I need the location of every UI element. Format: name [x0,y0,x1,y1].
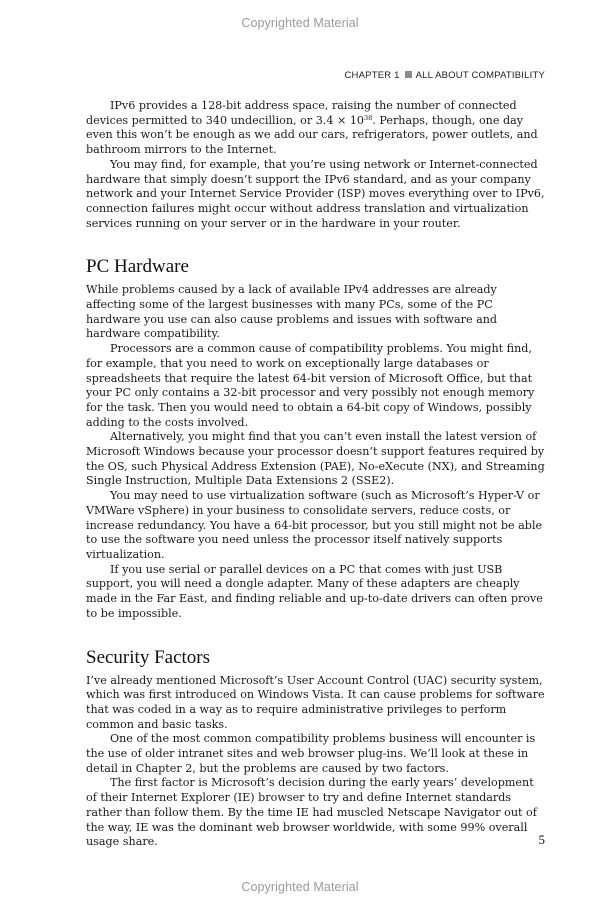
watermark-top: Copyrighted Material [241,16,359,30]
section-heading-pc-hardware: PC Hardware [86,256,189,278]
pc-paragraph-5: If you use serial or parallel devices on a PC that comes with just USB support, you will need a dongle adapter. Many of these adapters are cheaply made in the Far East, and finding reliable and up-to-date drivers can often prove to be impossible. [86,562,543,620]
security-paragraph-1: I’ve already mentioned Microsoft’s User Account Control (UAC) security system, which was first introduced on Windows Vista. It can cause problems for software that was coded in a way as to require administrative privileges to perform common and basic tasks. [86,673,545,731]
intro-p1-after: . Perhaps, though, one day even this won’t be enough as we add our cars, refrigerators, power outlets, and bathroom mirrors to the Internet. [86,113,538,157]
page-number: 5 [538,832,545,847]
pc-paragraph-3: Alternatively, you might find that you can’t even install the latest version of Microsoft Windows because your processor doesn’t support features required by the OS, such Physical Address Extension (PAE), No-eXecute (NX), and Streaming Single Instruction, Multiple Data Extensions 2 (SSE2). [86,430,545,488]
watermark-bottom: Copyrighted Material [241,880,359,894]
pc-paragraph-1: While problems caused by a lack of available IPv4 addresses are already affecting some of the largest businesses with many PCs, some of the PC hardware you use can also cause problems and issues with software and hardware compatibility. [86,283,498,341]
pc-paragraph-2: Processors are a common cause of compatibility problems. You might find, for example, that you need to work on exceptionally large databases or spreadsheets that require the latest 64-bit version of Microsoft Office, but that your PC only contains a 32-bit processor and very possibly not enough memory for the task. Then you would need to obtain a 64-bit copy of Windows, possibly adding to the costs involved. [86,342,535,429]
intro-p1-before: IPv6 provides a 128-bit address space, raising the number of connected devices permitted to 340 undecillion, or 3.4 × 10 [86,99,517,127]
intro-paragraph-2: You may find, for example, that you’re using network or Internet-connected hardware that simply doesn’t support the IPv6 standard, and as your company network and your Internet Service Provider (ISP) moves everything over to IPv6, connection failures might occur without address translation and virtualization services running on your server or in the hardware in your router. [86,157,545,230]
running-head-separator [405,71,412,78]
page-body [86,99,546,850]
running-head [345,70,546,81]
section-heading-security-factors: Security Factors [86,646,211,668]
running-head-title: ALL ABOUT COMPATIBILITY [415,70,545,81]
intro-paragraph-1 [86,99,546,158]
intro-p1-exponent: 38 [364,113,373,122]
running-head-chapter: CHAPTER 1 [344,70,400,81]
pc-paragraph-4: You may need to use virtualization software (such as Microsoft’s Hyper-V or VMWare vSphere) in your business to consolidate servers, reduce costs, or increase redundancy. You have a 64-bit processor, but you still might not be able to use the software you need unless the processor itself natively supports virtualization. [86,489,543,561]
security-paragraph-2: One of the most common compatibility problems business will encounter is the use of older intranet sites and web browser plug-ins. We’ll look at these in detail in Chapter 2, but the problems are caused by two factors. [86,732,536,775]
security-paragraph-3: The first factor is Microsoft’s decision during the early years’ development of their Internet Explorer (IE) browser to try and define Internet standards rather than follow them. By the time IE had muscled Netscape Navigator out of the way, IE was the dominant web browser worldwide, with some 99% overall usage share. [86,776,537,849]
